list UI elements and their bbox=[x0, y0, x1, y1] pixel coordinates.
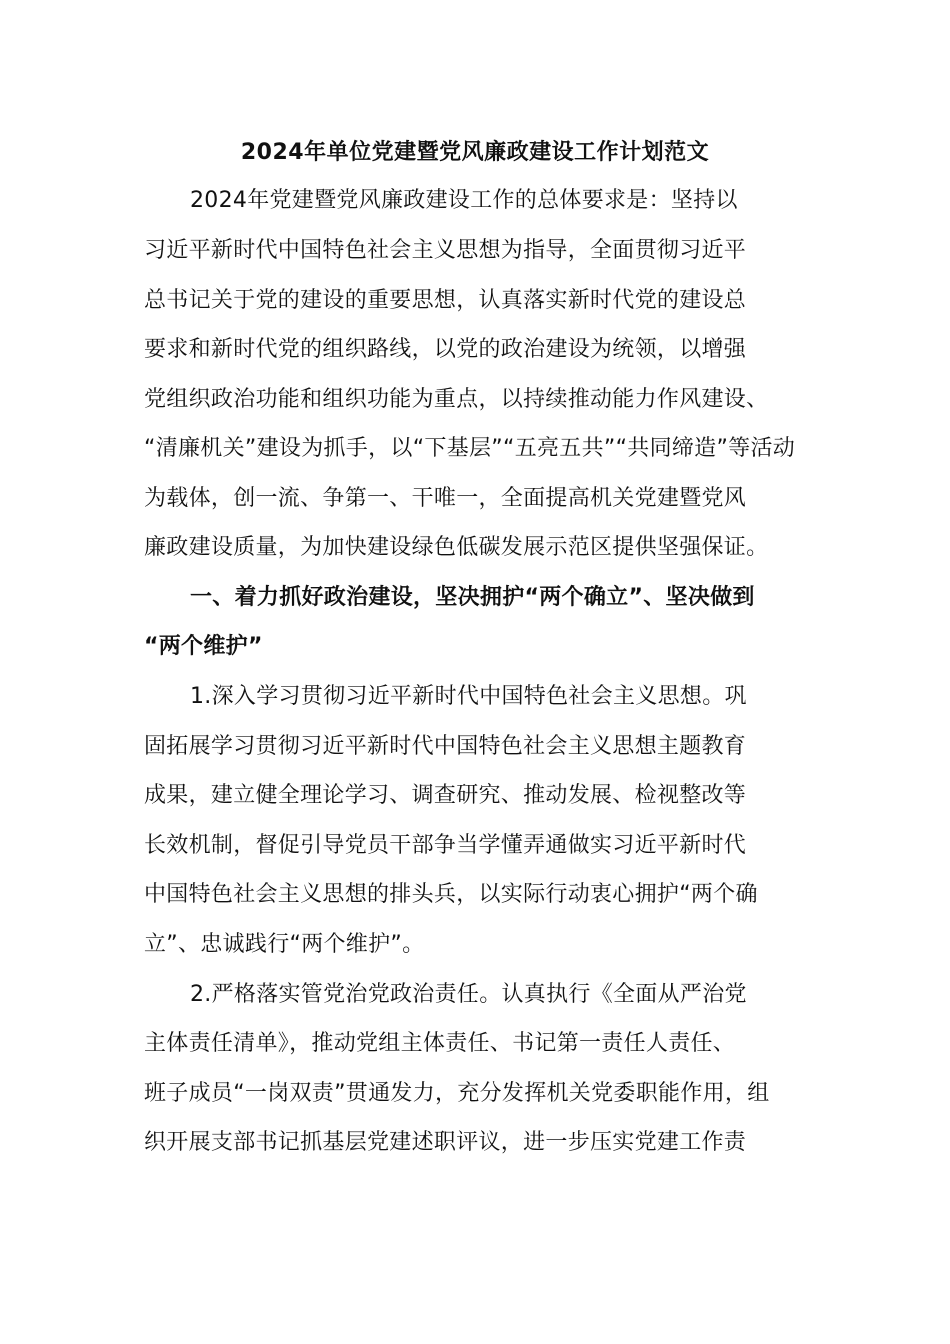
paragraph-line: 1.深入学习贯彻习近平新时代中国特色社会主义思想。巩 bbox=[190, 684, 747, 709]
paragraph-line: 党组织政治功能和组织功能为重点，以持续推动能力作风建设、 bbox=[144, 387, 769, 412]
paragraph-line: 固拓展学习贯彻习近平新时代中国特色社会主义思想主题教育 bbox=[144, 734, 747, 759]
paragraph-line: “清廉机关”建设为抓手，以“下基层”“五亮五共”“共同缔造”等活动 bbox=[144, 436, 796, 461]
paragraph-line: 主体责任清单》，推动党组主体责任、书记第一责任人责任、 bbox=[144, 1031, 736, 1056]
paragraph-line: 中国特色社会主义思想的排头兵，以实际行动衷心拥护“两个确 bbox=[144, 882, 758, 907]
paragraph-line: 廉政建设质量，为加快建设绿色低碳发展示范区提供坚强保证。 bbox=[144, 535, 769, 560]
document-title: 2024年单位党建暨党风廉政建设工作计划范文 bbox=[240, 140, 710, 165]
paragraph-line: 长效机制，督促引导党员干部争当学懂弄通做实习近平新时代 bbox=[144, 833, 747, 858]
paragraph-line: 2024年党建暨党风廉政建设工作的总体要求是：坚持以 bbox=[190, 188, 738, 213]
paragraph-line: 要求和新时代党的组织路线，以党的政治建设为统领，以增强 bbox=[144, 337, 747, 362]
paragraph-line: 成果，建立健全理论学习、调查研究、推动发展、检视整改等 bbox=[144, 783, 747, 808]
paragraph-line: 立”、忠诚践行“两个维护”。 bbox=[144, 932, 425, 957]
section-heading: 一、着力抓好政治建设，坚决拥护“两个确立”、坚决做到 bbox=[190, 585, 755, 610]
paragraph-line: 为载体，创一流、争第一、干唯一，全面提高机关党建暨党风 bbox=[144, 486, 747, 511]
paragraph-line: 习近平新时代中国特色社会主义思想为指导，全面贯彻习近平 bbox=[144, 238, 747, 263]
paragraph-line: 班子成员“一岗双责”贯通发力，充分发挥机关党委职能作用，组 bbox=[144, 1081, 770, 1106]
paragraph-line: 织开展支部书记抓基层党建述职评议，进一步压实党建工作责 bbox=[144, 1130, 747, 1155]
paragraph-line: 2.严格落实管党治党政治责任。认真执行《全面从严治党 bbox=[190, 982, 747, 1007]
paragraph-line: 总书记关于党的建设的重要思想，认真落实新时代党的建设总 bbox=[144, 288, 747, 313]
section-heading-continued: “两个维护” bbox=[144, 634, 263, 659]
